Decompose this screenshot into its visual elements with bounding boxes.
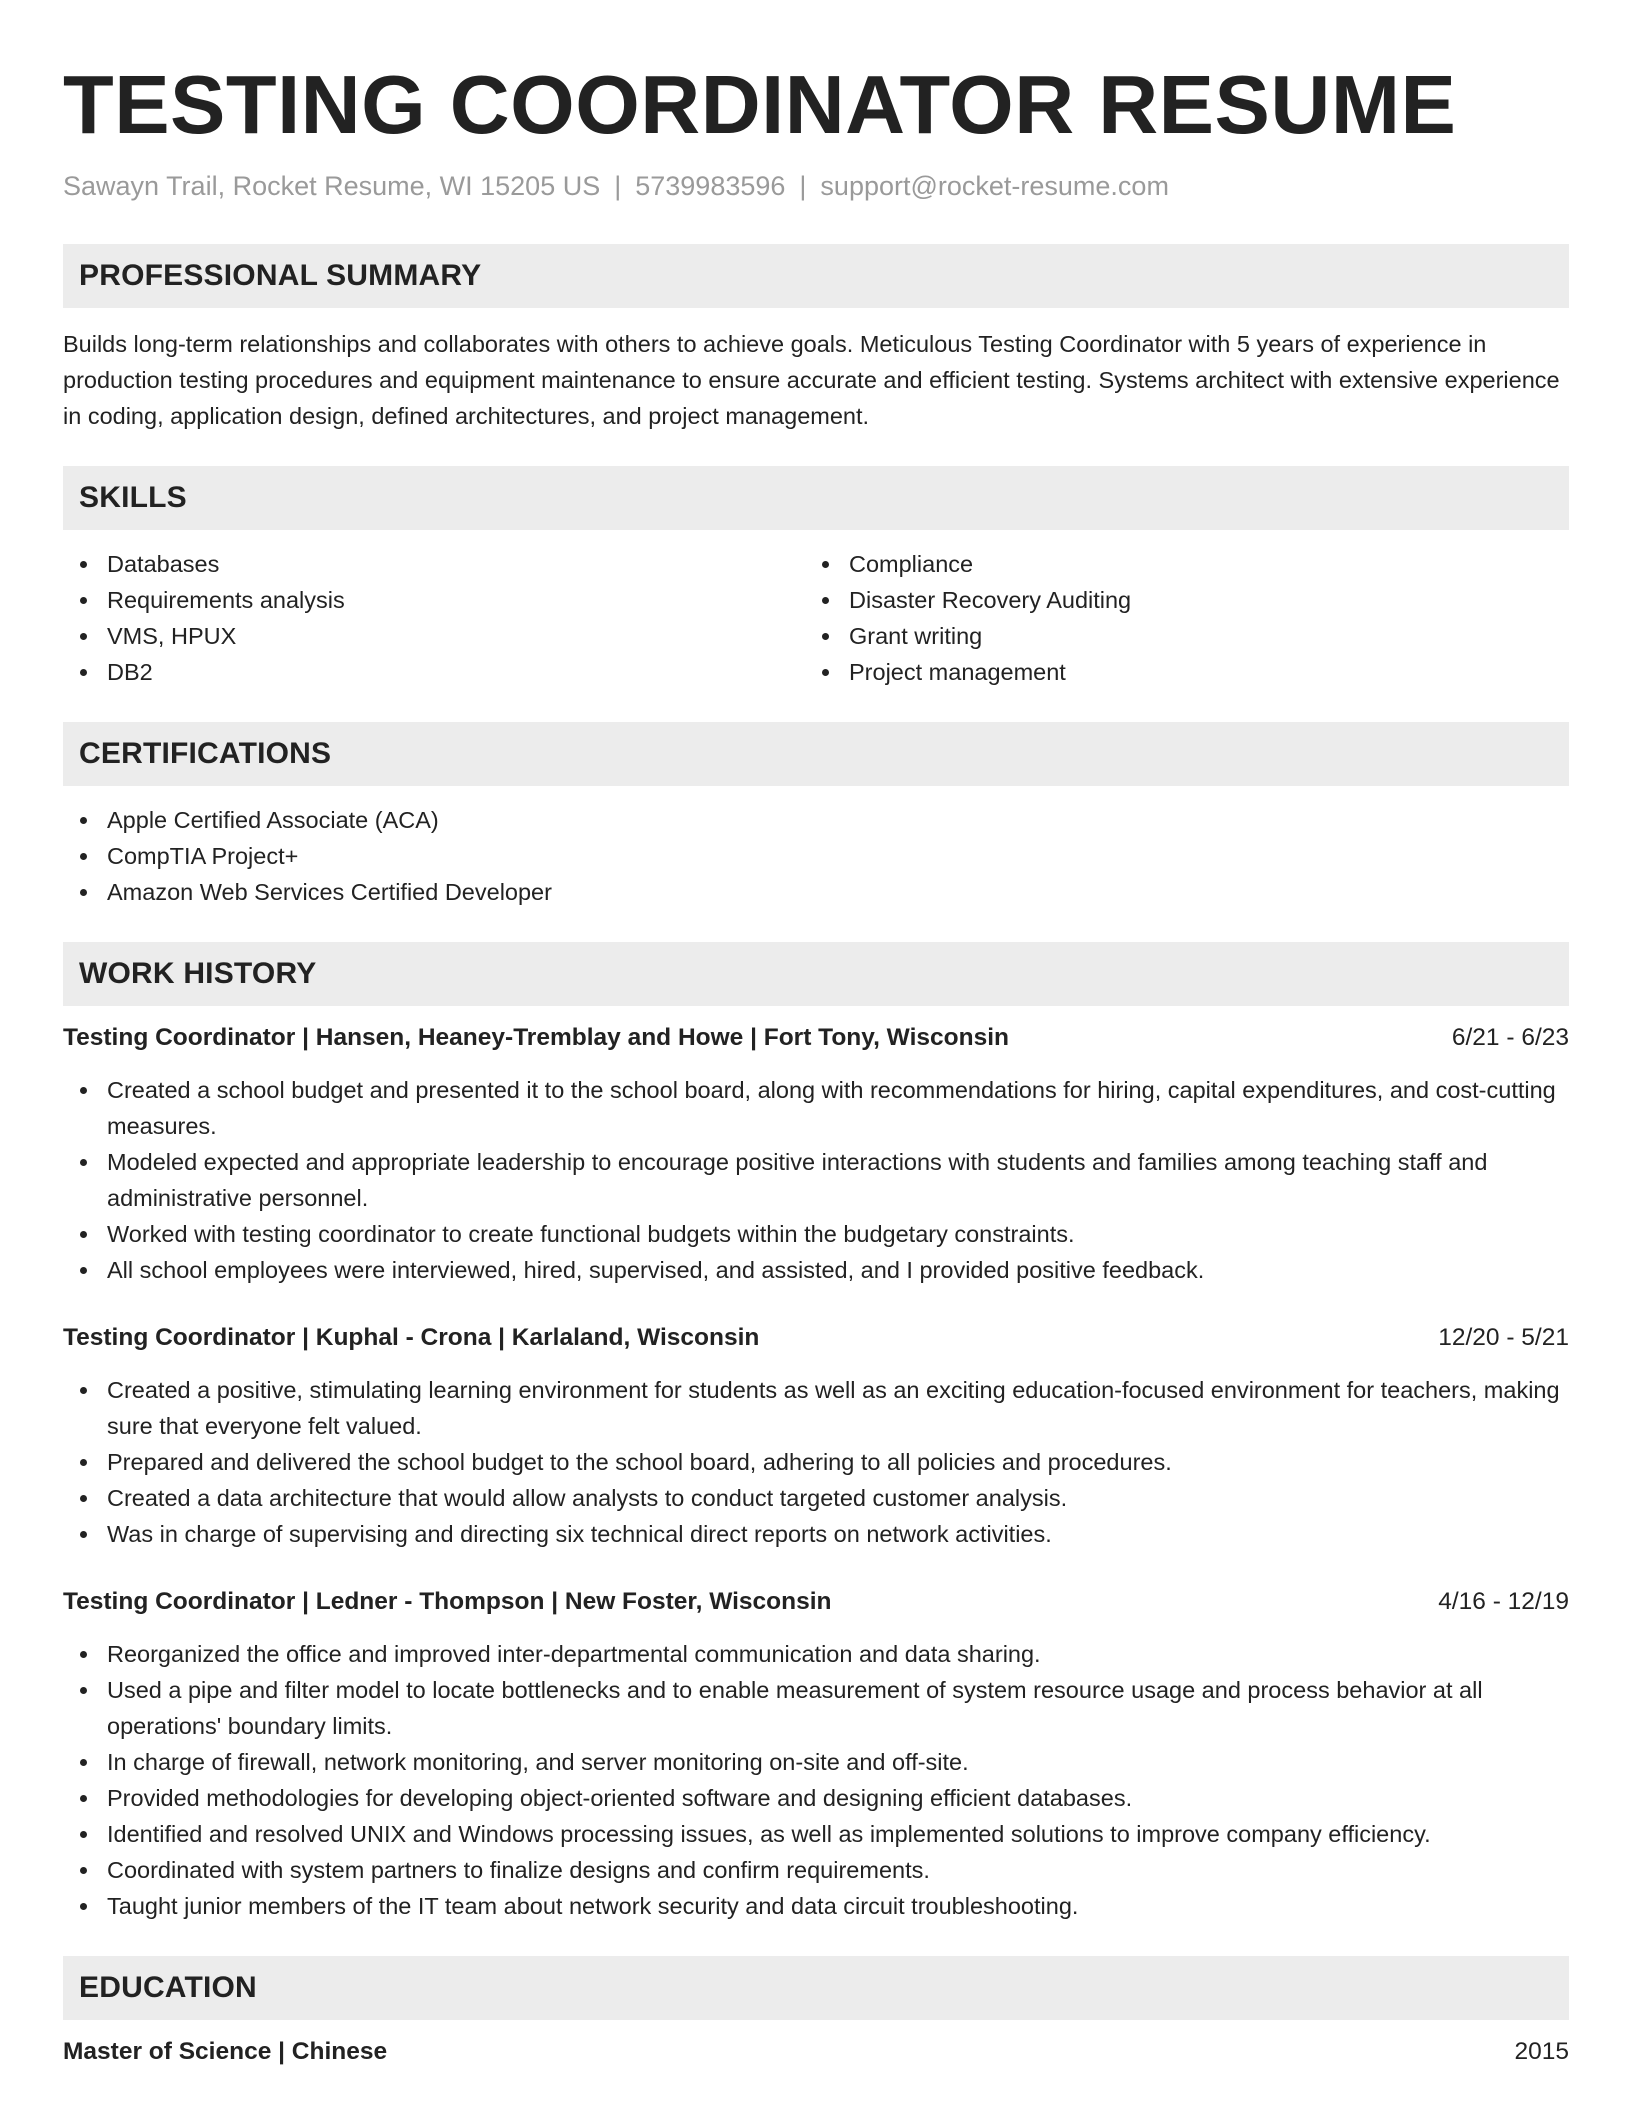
skills-column-left — [63, 546, 805, 690]
contact-separator: | — [799, 171, 807, 201]
skill-item: Grant writing — [805, 618, 1547, 654]
job-bullet: Prepared and delivered the school budget to the school board, adhering to all policies and procedures. — [63, 1444, 1569, 1480]
job-bullet: All school employees were interviewed, hired, supervised, and assisted, and I provided positive feedback. — [63, 1252, 1569, 1288]
certification-item: Amazon Web Services Certified Developer — [63, 874, 1569, 910]
education-year: 2015 — [1514, 2038, 1569, 2065]
certification-item: Apple Certified Associate (ACA) — [63, 802, 1569, 838]
job-title: Testing Coordinator | Ledner - Thompson | New Foster, Wisconsin — [63, 1588, 832, 1615]
job-bullet: Identified and resolved UNIX and Windows processing issues, as well as implemented solutions to improve company efficiency. — [63, 1816, 1569, 1852]
education-degree: Master of Science | Chinese — [63, 2038, 388, 2065]
skill-item: Databases — [63, 546, 805, 582]
skill-item: DB2 — [63, 654, 805, 690]
skill-item: Compliance — [805, 546, 1547, 582]
job-title: Testing Coordinator | Kuphal - Crona | Karlaland, Wisconsin — [63, 1324, 760, 1351]
job-title: Testing Coordinator | Hansen, Heaney-Tremblay and Howe | Fort Tony, Wisconsin — [63, 1024, 1009, 1051]
section-heading-certifications: CERTIFICATIONS — [63, 722, 1569, 786]
section-heading-skills: SKILLS — [63, 466, 1569, 530]
contact-address: Sawayn Trail, Rocket Resume, WI 15205 US — [63, 171, 601, 201]
skill-item: Disaster Recovery Auditing — [805, 582, 1547, 618]
skill-item: Project management — [805, 654, 1547, 690]
job-bullet: Coordinated with system partners to finalize designs and confirm requirements. — [63, 1852, 1569, 1888]
job-dates: 6/21 - 6/23 — [1451, 1024, 1569, 1051]
job-bullet: Was in charge of supervising and directing six technical direct reports on network activities. — [63, 1516, 1569, 1552]
job-header — [63, 1020, 1569, 1056]
job-entry — [63, 1584, 1569, 1924]
job-bullet: In charge of firewall, network monitoring, and server monitoring on-site and off-site. — [63, 1744, 1569, 1780]
section-heading-education: EDUCATION — [63, 1956, 1569, 2020]
job-bullet: Reorganized the office and improved inter-departmental communication and data sharing. — [63, 1636, 1569, 1672]
skill-item: Requirements analysis — [63, 582, 805, 618]
resume-title: TESTING COORDINATOR RESUME — [63, 58, 1457, 151]
job-bullet: Provided methodologies for developing object-oriented software and designing efficient databases. — [63, 1780, 1569, 1816]
job-entry — [63, 1020, 1569, 1288]
job-bullets — [63, 1372, 1569, 1552]
job-bullet: Created a school budget and presented it to the school board, along with recommendations for hiring, capital expenditures, and cost-cutting measures. — [63, 1072, 1569, 1144]
contact-email[interactable]: support@rocket-resume.com — [820, 171, 1169, 201]
job-bullet: Created a data architecture that would allow analysts to conduct targeted customer analysis. — [63, 1480, 1569, 1516]
contact-line — [63, 168, 1569, 204]
skills-list — [63, 546, 1569, 690]
certification-item: CompTIA Project+ — [63, 838, 1569, 874]
skill-item: VMS, HPUX — [63, 618, 805, 654]
job-dates: 4/16 - 12/19 — [1438, 1588, 1569, 1615]
job-header — [63, 1320, 1569, 1356]
job-bullet: Created a positive, stimulating learning environment for students as well as an exciting education-focused environment for teachers, making sure that everyone felt valued. — [63, 1372, 1569, 1444]
job-header — [63, 1584, 1569, 1620]
job-bullets — [63, 1636, 1569, 1924]
job-bullet: Taught junior members of the IT team about network security and data circuit troubleshooting. — [63, 1888, 1569, 1924]
job-bullets — [63, 1072, 1569, 1288]
skills-column-right — [805, 546, 1547, 690]
job-bullet: Used a pipe and filter model to locate bottlenecks and to enable measurement of system resource usage and process behavior at all operations' boundary limits. — [63, 1672, 1569, 1744]
contact-phone: 5739983596 — [635, 171, 786, 201]
job-entry — [63, 1320, 1569, 1552]
contact-separator: | — [614, 171, 622, 201]
certifications-list — [63, 802, 1569, 910]
summary-text: Builds long-term relationships and collaborates with others to achieve goals. Meticulous Testing Coordinator with 5 years of experience in production testing procedures and equipment maintenance to ensure accurate and efficient testing. Systems architect with extensive experience in coding, application design, defined architectures, and project management. — [63, 331, 1560, 429]
job-bullet: Modeled expected and appropriate leadership to encourage positive interactions with students and families among teaching staff and administrative personnel. — [63, 1144, 1569, 1216]
job-dates: 12/20 - 5/21 — [1438, 1324, 1569, 1351]
job-bullet: Worked with testing coordinator to create functional budgets within the budgetary constraints. — [63, 1216, 1569, 1252]
section-heading-summary: PROFESSIONAL SUMMARY — [63, 244, 1569, 308]
education-entry — [63, 2034, 1569, 2070]
section-heading-work-history: WORK HISTORY — [63, 942, 1569, 1006]
